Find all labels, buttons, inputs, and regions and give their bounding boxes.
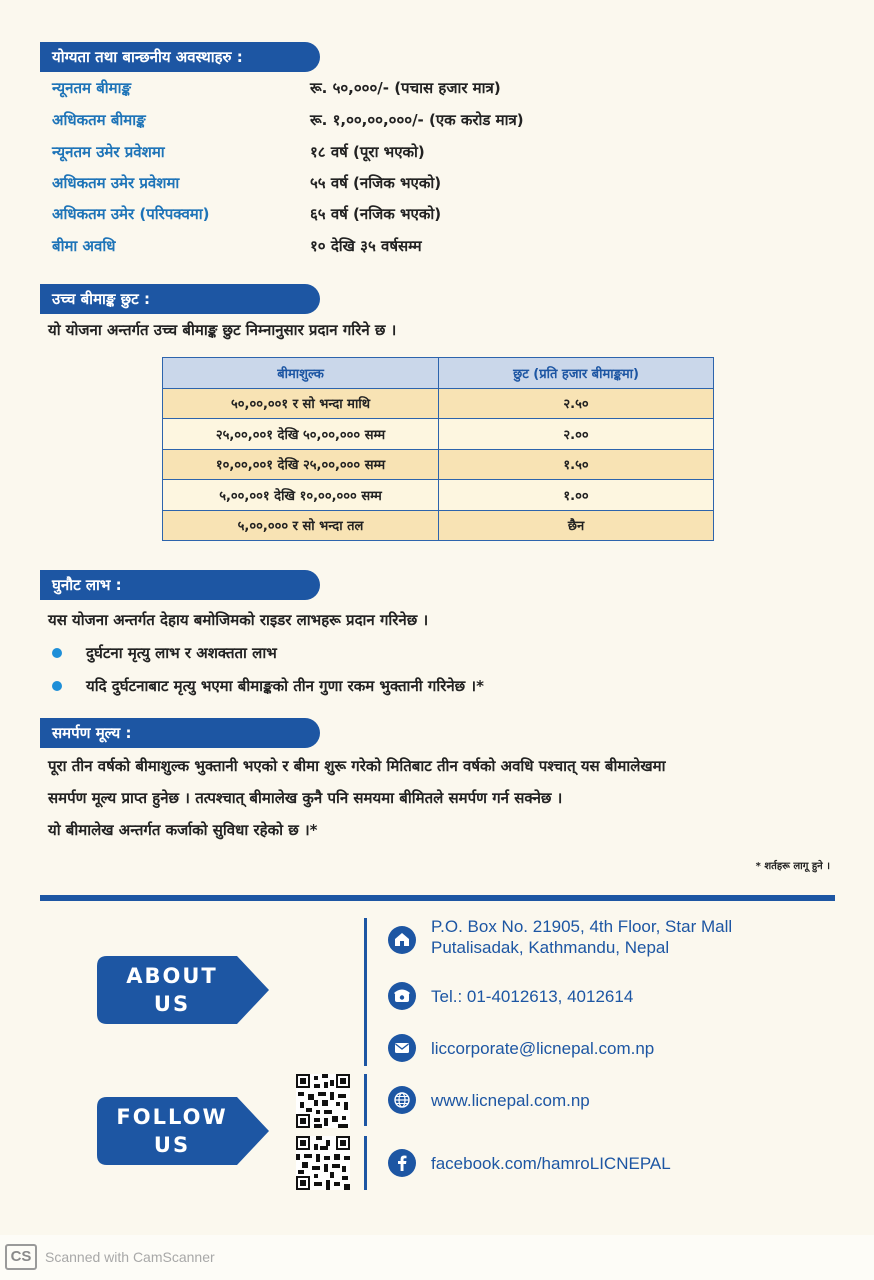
eligibility-label: न्यूनतम बीमाङ्क xyxy=(52,79,131,97)
table-cell: छैन xyxy=(439,510,714,541)
table-row xyxy=(163,419,714,450)
phone-icon xyxy=(388,982,416,1010)
eligibility-value: ५५ वर्ष (नजिक भएको) xyxy=(310,174,442,192)
eligibility-row xyxy=(52,75,812,101)
eligibility-label: अधिकतम बीमाङ्क xyxy=(52,111,146,129)
footer-divider xyxy=(40,895,835,901)
qr-code-icon[interactable] xyxy=(296,1136,350,1190)
eligibility-label: न्यूनतम उमेर प्रवेशमा xyxy=(52,143,165,161)
table-row xyxy=(163,449,714,480)
table-row xyxy=(163,480,714,511)
mail-icon xyxy=(388,1034,416,1062)
about-text: ABOUT xyxy=(126,964,218,988)
vertical-divider xyxy=(364,1136,367,1190)
bullet-text: यदि दुर्घटनाबाट मृत्यु भएमा बीमाङ्कको तीन गुणा रकम भुक्तानी गरिनेछ ।* xyxy=(86,677,484,695)
home-icon xyxy=(388,926,416,954)
table-header: बीमाशुल्क xyxy=(163,358,439,389)
facebook-icon xyxy=(388,1149,416,1177)
table-cell: २.०० xyxy=(439,419,714,450)
table-cell: २५,००,००१ देखि ५०,००,००० सम्म xyxy=(163,419,439,450)
eligibility-row xyxy=(52,170,812,196)
table-cell: ५०,००,००१ र सो भन्दा माथि xyxy=(163,388,439,419)
follow-us-badge[interactable] xyxy=(97,1097,269,1165)
eligibility-heading: योग्यता तथा बान्छनीय अवस्थाहरु : xyxy=(40,42,320,72)
about-text: US xyxy=(153,992,191,1016)
rider-heading: घुनौट लाभ : xyxy=(40,570,320,600)
discount-intro: यो योजना अन्तर्गत उच्च बीमाङ्क छुट निम्नानुसार प्रदान गरिने छ । xyxy=(48,321,397,339)
discount-heading: उच्च बीमाङ्क छुट : xyxy=(40,284,320,314)
email-link: liccorporate@licnepal.com.np xyxy=(431,1039,655,1058)
vertical-divider xyxy=(364,1074,367,1126)
eligibility-label: अधिकतम उमेर (परिपक्वमा) xyxy=(52,205,210,223)
table-cell: १.५० xyxy=(439,449,714,480)
table-row xyxy=(163,510,714,541)
bullet-text: दुर्घटना मृत्यु लाभ र अशक्तता लाभ xyxy=(86,644,277,662)
table-cell: १.०० xyxy=(439,480,714,511)
terms-note: * शर्तहरू लागू हुने । xyxy=(755,861,830,872)
table-cell: २.५० xyxy=(439,388,714,419)
eligibility-value: रू. ५०,०००/- (पचास हजार मात्र) xyxy=(310,79,501,97)
table-header-row xyxy=(163,358,714,389)
eligibility-row xyxy=(52,107,812,133)
surrender-heading: समर्पण मूल्य : xyxy=(40,718,320,748)
bullet-dot-icon xyxy=(52,648,62,658)
vertical-divider xyxy=(364,918,367,1066)
address-line: P.O. Box No. 21905, 4th Floor, Star Mall xyxy=(431,917,733,936)
follow-text: US xyxy=(153,1133,191,1157)
eligibility-row xyxy=(52,233,812,259)
eligibility-value: रू. १,००,००,०००/- (एक करोड मात्र) xyxy=(310,111,524,129)
bullet-dot-icon xyxy=(52,681,62,691)
qr-code-icon[interactable] xyxy=(296,1074,350,1128)
table-cell: ५,००,००१ देखि १०,००,००० सम्म xyxy=(163,480,439,511)
eligibility-label: बीमा अवधि xyxy=(52,237,116,255)
table-cell: ५,००,००० र सो भन्दा तल xyxy=(163,510,439,541)
eligibility-label: अधिकतम उमेर प्रवेशमा xyxy=(52,174,180,192)
eligibility-row xyxy=(52,201,812,227)
follow-text: FOLLOW xyxy=(116,1105,228,1129)
surrender-line: यो बीमालेख अन्तर्गत कर्जाको सुविधा रहेको छ ।* xyxy=(48,821,318,839)
eligibility-value: १० देखि ३५ वर्षसम्म xyxy=(310,237,422,255)
phone-text: Tel.: 01-4012613, 4012614 xyxy=(431,987,634,1006)
globe-icon xyxy=(388,1086,416,1114)
table-cell: १०,००,००१ देखि २५,००,००० सम्म xyxy=(163,449,439,480)
camscanner-logo: CS xyxy=(5,1244,37,1270)
website-link: www.licnepal.com.np xyxy=(431,1091,590,1110)
eligibility-value: ६५ वर्ष (नजिक भएको) xyxy=(310,205,442,223)
rider-intro: यस योजना अन्तर्गत देहाय बमोजिमको राइडर लाभहरू प्रदान गरिनेछ । xyxy=(48,611,429,629)
table-header: छुट (प्रति हजार बीमाङ्कमा) xyxy=(439,358,714,389)
address-line: Putalisadak, Kathmandu, Nepal xyxy=(431,938,670,957)
eligibility-value: १८ वर्ष (पूरा भएको) xyxy=(310,143,425,161)
table-row xyxy=(163,388,714,419)
about-us-badge[interactable] xyxy=(97,956,269,1024)
surrender-line: समर्पण मूल्य प्राप्त हुनेछ । तत्पश्चात् बीमालेख कुनै पनि समयमा बीमितले समर्पण गर्न सक्नेछ । xyxy=(48,789,563,807)
camscanner-text: Scanned with CamScanner xyxy=(45,1249,215,1265)
facebook-link: facebook.com/hamroLICNEPAL xyxy=(431,1154,671,1173)
discount-table xyxy=(162,357,714,541)
eligibility-row xyxy=(52,139,812,165)
surrender-line: पूरा तीन वर्षको बीमाशुल्क भुक्तानी भएको र बीमा शुरू गरेको मितिबाट तीन वर्षको अवधि पश्चात् यस बीमालेखमा xyxy=(48,757,666,775)
